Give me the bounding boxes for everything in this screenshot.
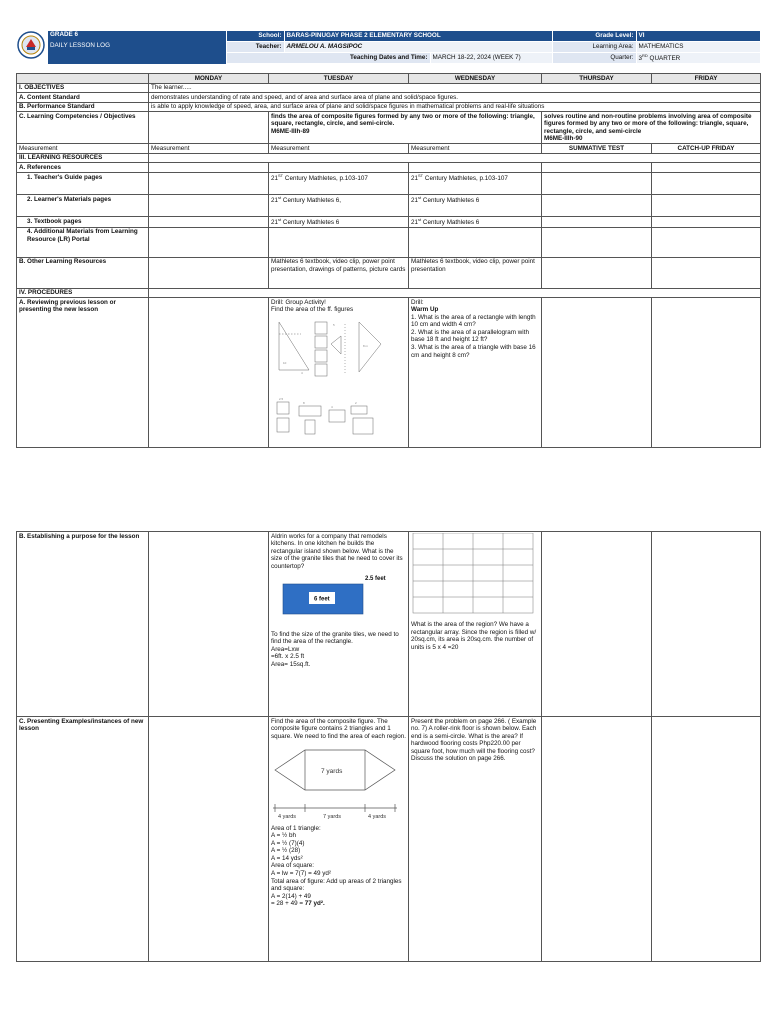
- school-value: BARAS-PINUGAY PHASE 2 ELEMENTARY SCHOOL: [284, 31, 552, 42]
- measurement-cell: Measurement: [269, 144, 409, 154]
- svg-text:8 m: 8 m: [363, 343, 369, 348]
- rectangular-array-grid-image: [411, 533, 539, 619]
- examples-tue: Find the area of the composite figure. The composite figure contains 2 triangles and 1 square. We need to find the area of each region. 7 yards 4 yards 7 yards 4 yards Area of 1 triangle: A = ½ bh A = ½ (7)(4) A = ½ (28) A = 14 yds² Area of square: A = lw = 7(7) = 49 yd² Total area of figure: Add up areas of 2 triangles and square: A = 2(14) + 49 = 28 + 49 = 77 yd².: [269, 717, 409, 962]
- solution-line: A = 14 yds²: [271, 854, 303, 862]
- section-title: IV. PROCEDURES: [17, 288, 149, 298]
- row-label: 3. Textbook pages: [17, 217, 149, 228]
- summative-test-cell: SUMMATIVE TEST: [542, 144, 652, 154]
- solution-line: A = ½ (28): [271, 847, 301, 855]
- square-side-label: 7 yards: [321, 768, 343, 776]
- dim-label: 4 yards: [368, 814, 387, 821]
- solution-line: A = 2(14) + 49: [271, 892, 311, 900]
- svg-text:4: 4: [331, 404, 333, 409]
- solution-final: = 28 + 49 = 77 yd².: [271, 900, 325, 908]
- row-label: 1. Teacher's Guide pages: [17, 173, 149, 195]
- dates-label: Teaching Dates and Time:: [226, 53, 430, 64]
- row-label: A. Reviewing previous lesson or presenting the new lesson: [17, 298, 149, 448]
- deped-logo: [17, 31, 45, 59]
- catch-up-friday-cell: CATCH-UP FRIDAY: [652, 144, 761, 154]
- day-header: TUESDAY: [269, 74, 409, 84]
- learner-text: The learner.....: [149, 83, 761, 93]
- row-label: A. References: [17, 163, 149, 173]
- measurement-cell: Measurement: [409, 144, 542, 154]
- grade-level-label: Grade Level:: [552, 31, 636, 42]
- measurement-cell: Measurement: [149, 144, 269, 154]
- olr-tue: Mathletes 6 textbook, video clip, power point presentation, drawings of patterns, picture cards: [269, 257, 409, 288]
- row-label: A. Content Standard: [17, 93, 149, 103]
- composite-figure-image: [271, 740, 405, 822]
- solution-line: A = ½ bh: [271, 832, 297, 840]
- day-header: MONDAY: [149, 74, 269, 84]
- lm-tue: 21st Century Mathletes 6,: [269, 195, 409, 217]
- dim-label: 7 yards: [323, 814, 342, 821]
- warmup-q1: 1. What is the area of a rectangle with length 10 cm and width 4 cm?: [411, 313, 536, 329]
- lesson-table-page-2: [16, 531, 761, 962]
- warmup-q2: 2. What is the area of a parallelogram with base 18 ft and height 12 ft?: [411, 328, 529, 344]
- competency-wt: solves routine and non-routine problems involving area of composite figures formed by any two or more of the following: triangle, square, rectangle, circle, and semi-circle M6ME-IIIh-90: [542, 112, 761, 144]
- grade-title: GRADE 6: [48, 31, 226, 42]
- svg-text:8: 8: [303, 400, 305, 405]
- svg-text:2.5: 2.5: [279, 396, 284, 401]
- tb-wed: 21st Century Mathletes 6: [409, 217, 542, 228]
- olr-wed: Mathletes 6 textbook, video clip, power point presentation: [409, 257, 542, 288]
- section-title: III. LEARNING RESOURCES: [17, 153, 149, 163]
- purpose-wed: What is the area of the region? We have a rectangular array. Since the region is filled w/ 20sq.cm, its area is 20sq.cm. the number of units is 5 x 4 =20: [409, 532, 542, 717]
- lesson-table-page-1: [16, 73, 761, 448]
- dates-value: MARCH 18-22, 2024 (WEEK 7): [430, 53, 552, 64]
- solution-line: Area of 1 triangle:: [271, 824, 321, 832]
- day-header: FRIDAY: [652, 74, 761, 84]
- solution-line: Total area of figure: Add up areas of 2 triangles and square:: [271, 877, 402, 893]
- day-header: WEDNESDAY: [409, 74, 542, 84]
- purpose-tue: Aldrin works for a company that remodels kitchens. In one kitchen he builds the rectangular island shown below. What is the size of the granite tiles that he need to cover its countertop? 2.5 feet 6 feet To find the size of the granite tiles, we need to find the area of the rectangle. Area=Lxw =6ft. x 2.5 ft Area= 15sq.ft.: [269, 532, 409, 717]
- countertop-length-label: 6 feet: [314, 596, 330, 603]
- countertop-width-label: 2.5 feet: [365, 576, 386, 583]
- row-label: 2. Learner's Materials pages: [17, 195, 149, 217]
- header-table: [48, 30, 761, 64]
- review-wed: Drill: Warm Up 1. What is the area of a rectangle with length 10 cm and width 4 cm? 2. What is the area of a parallelogram with base 18 ft and height 12 ft? 3. What is the area of a triangle with base 16 cm and height 8 cm?: [409, 298, 542, 448]
- tg-tue: 21ST Century Mathletes, p.103-107: [269, 173, 409, 195]
- section-title: I. OBJECTIVES: [17, 83, 149, 93]
- learning-area-value: MATHEMATICS: [636, 42, 760, 53]
- review-figures-image: [271, 314, 405, 444]
- solution-line: A = lw = 7(7) = 49 yd²: [271, 869, 332, 877]
- quarter-value: 3RD QUARTER: [636, 53, 760, 64]
- dim-label: 4 yards: [278, 814, 297, 821]
- svg-text:5: 5: [333, 322, 335, 327]
- solution-line: Area of square:: [271, 862, 315, 870]
- deped-seal-icon: [17, 31, 45, 59]
- review-tue: Drill: Group Activity! Find the area of the ff. figures 10 4 5 8 m 2.5 8 4 2: [269, 298, 409, 448]
- row-label: 4. Additional Materials from Learning Resource (LR) Portal: [17, 227, 149, 257]
- content-standard: demonstrates understanding of rate and speed, and of area and surface area of plane and solid/space figures.: [149, 93, 761, 103]
- row-label: B. Other Learning Resources: [17, 257, 149, 288]
- svg-text:10: 10: [283, 360, 287, 365]
- learning-area-label: Learning Area:: [552, 42, 636, 53]
- teacher-value: ARMELOU A. MAGSIPOC: [284, 42, 552, 53]
- examples-wed: Present the problem on page 266. ( Example no. 7) A roller-rink floor is shown below. Each end is a semi-circle. What is the area? If hardwood flooring costs Php220.00 per square foot, how much will the flooring cost? Discuss the solution on page 266.: [409, 717, 542, 962]
- row-label: C. Presenting Examples/instances of new lesson: [17, 717, 149, 962]
- log-title: DAILY LESSON LOG: [48, 42, 226, 53]
- countertop-rectangle-image: [271, 570, 405, 628]
- grade-level-value: VI: [636, 31, 760, 42]
- day-header: THURSDAY: [542, 74, 652, 84]
- svg-text:4: 4: [301, 370, 303, 375]
- quarter-label: Quarter:: [552, 53, 636, 64]
- row-label: C. Learning Competencies / Objectives: [17, 112, 149, 144]
- tb-tue: 21st Century Mathletes 6: [269, 217, 409, 228]
- tg-wed: 21ST Century Mathletes, p.103-107: [409, 173, 542, 195]
- measurement-cell: Measurement: [17, 144, 149, 154]
- teacher-label: Teacher:: [226, 42, 284, 53]
- solution-line: A = ½ (7)(4): [271, 839, 305, 847]
- lm-wed: 21st Century Mathletes 6: [409, 195, 542, 217]
- school-label: School:: [226, 31, 284, 42]
- warmup-q3: 3. What is the area of a triangle with base 16 cm and height 8 cm?: [411, 343, 536, 359]
- performance-standard: is able to apply knowledge of speed, area, and surface area of plane and solid/space figures in mathematical problems and real-life situations: [149, 102, 761, 112]
- svg-text:2: 2: [355, 400, 357, 405]
- competency-mt: finds the area of composite figures formed by any two or more of the following: triangle, square, rectangle, circle, and semi-circle. M6ME-IIIh-89: [269, 112, 542, 144]
- row-label: B. Establishing a purpose for the lesson: [17, 532, 149, 717]
- row-label: B. Performance Standard: [17, 102, 149, 112]
